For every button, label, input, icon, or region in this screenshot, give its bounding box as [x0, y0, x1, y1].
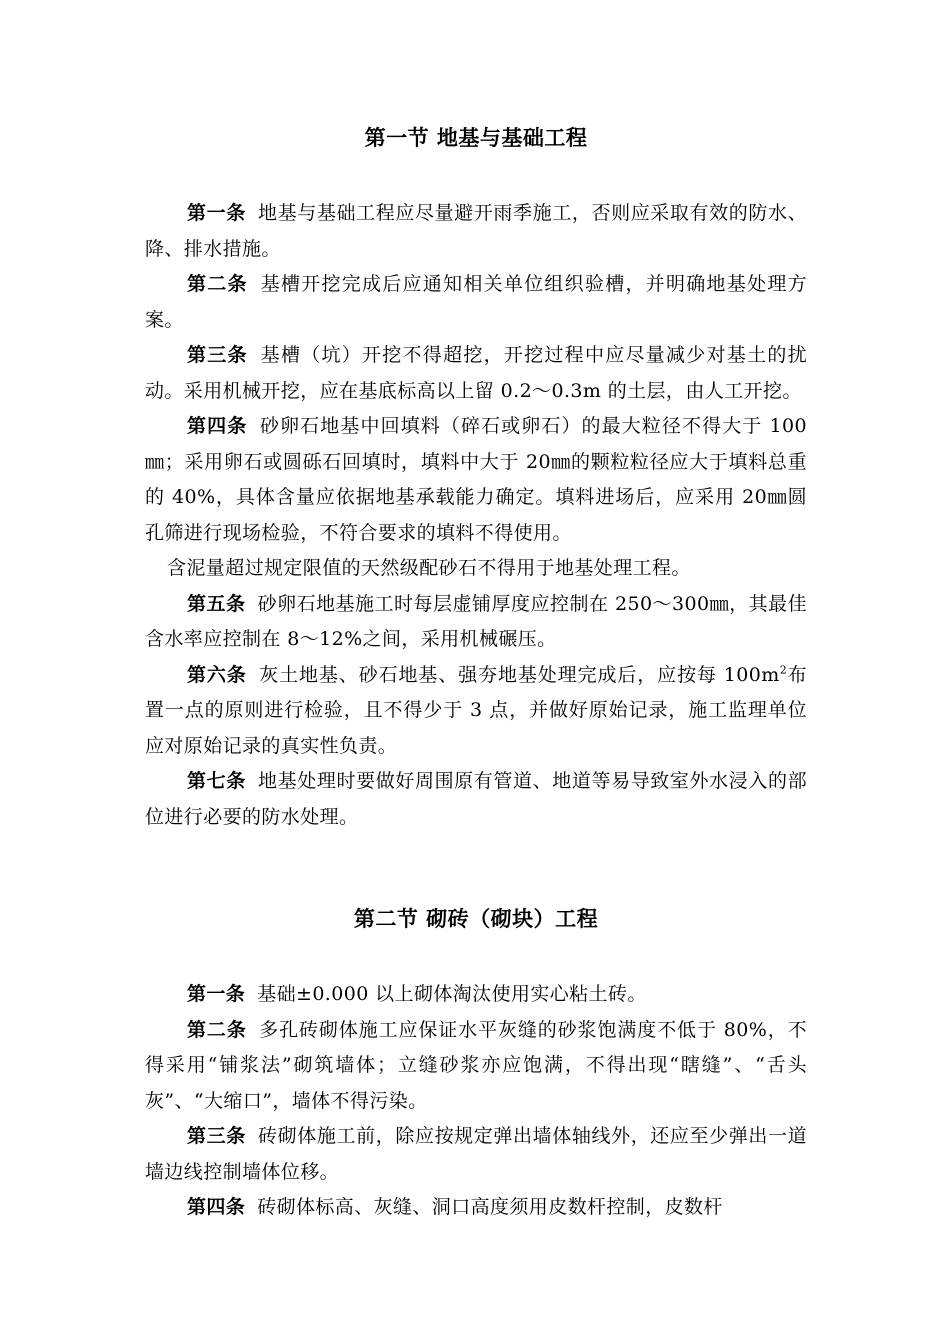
article-2-1 — [145, 977, 807, 1013]
article-1-2 — [145, 267, 807, 338]
article-label: 第三条 — [187, 1125, 246, 1147]
article-label: 第一条 — [187, 983, 246, 1005]
article-text: 灰土地基、砂石地基、强夯地基处理完成后，应按每 100m — [258, 663, 780, 686]
article-text: 基础±0.000 以上砌体淘汰使用实心粘土砖。 — [257, 983, 647, 1005]
superscript: 2 — [779, 663, 788, 677]
section-2-body — [145, 977, 807, 1226]
article-2-4 — [145, 1190, 807, 1226]
section-title-1: 第一节 地基与基础工程 — [364, 126, 588, 150]
article-text: 布置一点的原则进行检验，且不得少于 3 点，并做好原始记录，施工监理单位应对原始记录的真实性负责。 — [145, 663, 807, 757]
article-label: 第六条 — [187, 663, 247, 686]
article-2-3 — [145, 1119, 807, 1190]
article-label: 第二条 — [187, 1018, 247, 1041]
article-text: 砖砌体施工前，除应按规定弹出墙体轴线外，还应至少弹出一道墙边线控制墙体位移。 — [145, 1125, 808, 1183]
article-text: 基槽开挖完成后应通知相关单位组织验槽，并明确地基处理方案。 — [145, 273, 807, 331]
article-text: 砂卵石地基施工时每层虚铺厚度应控制在 250～300㎜，其最佳含水率应控制在 8～12%之间，采用机械碾压。 — [145, 592, 807, 650]
article-1-7 — [145, 764, 807, 835]
article-text: 基槽（坑）开挖不得超挖，开挖过程中应尽量减少对基土的扰动。采用机械开挖，应在基底标高以上留 0.2～0.3m 的土层，由人工开挖。 — [145, 344, 807, 402]
article-2-2 — [145, 1013, 807, 1120]
article-label: 第四条 — [187, 1196, 246, 1218]
section-title-2: 第二节 砌砖（砌块）工程 — [353, 907, 599, 931]
article-label: 第一条 — [187, 202, 246, 224]
article-1-3 — [145, 338, 807, 409]
article-text: 地基处理时要做好周围原有管道、地道等易导致室外水浸入的部位进行必要的防水处理。 — [145, 770, 808, 828]
article-label: 第七条 — [187, 770, 246, 792]
article-text: 砂卵石地基中回填料（碎石或卵石）的最大粒径不得大于 100㎜；采用卵石或圆砾石回填时，填料中大于 20㎜的颗粒粒径应大于填料总重的 40%，具体含量应依据地基承载能力确定。填料进场后，应采用 20㎜圆孔筛进行现场检验，不符合要求的填料不得使用。 — [145, 415, 808, 544]
article-text: 多孔砖砌体施工应保证水平灰缝的砂浆饱满度不低于 80%，不得采用“铺浆法”砌筑墙体；立缝砂浆亦应饱满，不得出现“瞎缝”、“舌头灰”、“大缩口”，墙体不得污染。 — [145, 1018, 808, 1112]
article-label: 第三条 — [187, 344, 248, 366]
article-label: 第四条 — [187, 415, 248, 437]
article-1-6 — [145, 658, 807, 765]
article-label: 第五条 — [187, 592, 246, 615]
article-text: 砖砌体标高、灰缝、洞口高度须用皮数杆控制，皮数杆 — [257, 1196, 723, 1218]
article-text: 地基与基础工程应尽量避开雨季施工，否则应采取有效的防水、降、排水措施。 — [145, 202, 808, 260]
section-1-body — [145, 196, 807, 835]
article-text: 含泥量超过规定限值的天然级配砂石不得用于地基处理工程。 — [167, 557, 691, 579]
article-1-5 — [145, 587, 807, 658]
article-1-4 — [145, 409, 807, 551]
article-1-4-continued — [145, 551, 807, 587]
article-1-1 — [145, 196, 807, 267]
article-label: 第二条 — [187, 273, 248, 295]
